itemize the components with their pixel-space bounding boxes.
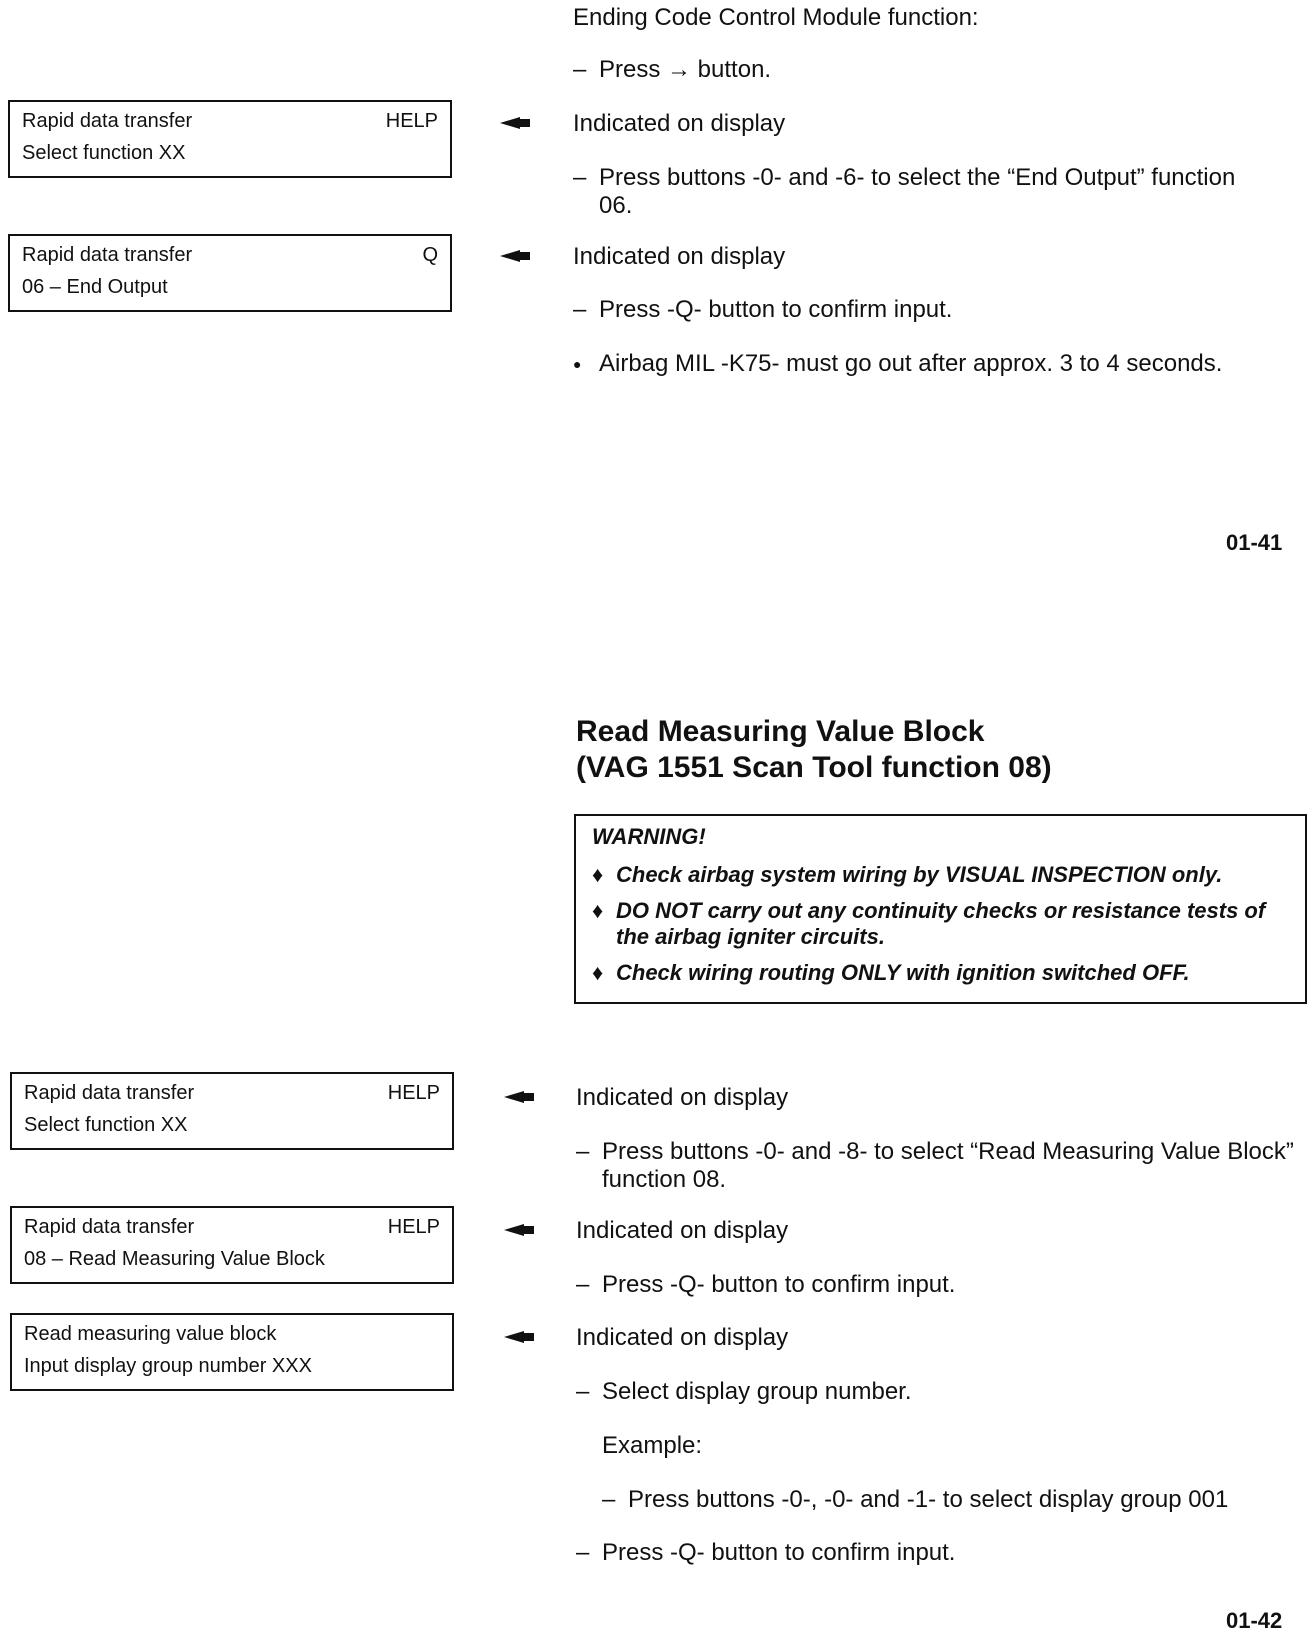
display-line2: Select function XX [24, 1114, 188, 1136]
pointer-arrow-icon [500, 249, 530, 263]
display-line1: Rapid data transfer [24, 1216, 195, 1238]
intro-text: Ending Code Control Module function: [573, 4, 979, 31]
step-text: Press buttons -0-, -0- and -1- to select display group 001 [628, 1486, 1229, 1513]
note-text: Airbag MIL -K75- must go out after approx. 3 to 4 seconds. [599, 350, 1223, 377]
pointer-arrow-icon [504, 1330, 534, 1344]
step-text: Press buttons -0- and -8- to select “Read Measuring Value Block” function 08. [602, 1138, 1294, 1193]
step-press-arrow [573, 56, 771, 84]
display-screen-p2-1 [10, 1072, 454, 1150]
display-screen-p2-3 [10, 1313, 454, 1391]
dash-marker: – [576, 1271, 590, 1298]
step-select-06 [573, 164, 1259, 220]
display-line1-right: HELP [385, 110, 438, 132]
bullet-airbag-note [573, 350, 1222, 378]
display-line1-right: HELP [387, 1216, 440, 1238]
bullet-icon: ● [573, 356, 582, 372]
display-line1-right: Q [422, 244, 438, 266]
indicated-on-display: Indicated on display [576, 1324, 789, 1351]
section-heading [576, 714, 1052, 786]
warning-title: WARNING! [592, 824, 706, 849]
warning-item: ♦ DO NOT carry out any continuity checks or resistance tests of the airbag igniter circuits. [592, 898, 1266, 949]
indicated-on-display: Indicated on display [576, 1084, 789, 1111]
step-text: Press → button. [599, 56, 772, 83]
pointer-arrow-icon [504, 1090, 534, 1104]
display-line2: 06 – End Output [22, 276, 168, 298]
step-text: Press buttons -0- and -6- to select the “End Output” function 06. [599, 164, 1236, 219]
indicated-on-display: Indicated on display [576, 1217, 789, 1244]
diamond-bullet-icon: ♦ [592, 960, 604, 985]
page-number: 01-41 [1226, 530, 1283, 555]
display-screen-p2-2 [10, 1206, 454, 1284]
dash-marker: – [576, 1378, 590, 1405]
step-confirm [573, 296, 952, 324]
step-text: Press -Q- button to confirm input. [602, 1271, 956, 1298]
display-screen-p1-1 [8, 100, 452, 178]
dash-marker: – [602, 1486, 616, 1513]
dash-marker: – [573, 296, 587, 323]
heading-line2: (VAG 1551 Scan Tool function 08) [576, 751, 1052, 784]
page-number: 01-42 [1226, 1608, 1283, 1633]
step-text: Select display group number. [602, 1378, 912, 1405]
diamond-bullet-icon: ♦ [592, 862, 604, 887]
display-screen-p1-2 [8, 234, 452, 312]
warning-item: ♦ Check wiring routing ONLY with ignition switched OFF. [592, 960, 1190, 985]
step-text: Press -Q- button to confirm input. [599, 296, 953, 323]
pointer-arrow-icon [500, 116, 530, 130]
display-line1: Read measuring value block [24, 1323, 277, 1345]
warning-box [574, 814, 1307, 1004]
display-line2: 08 – Read Measuring Value Block [24, 1248, 325, 1270]
dash-marker: – [576, 1138, 590, 1165]
step-text: Press -Q- button to confirm input. [602, 1539, 956, 1566]
indicated-on-display: Indicated on display [573, 110, 786, 137]
heading-line1: Read Measuring Value Block [576, 715, 985, 748]
step-confirm-final [576, 1539, 955, 1567]
dash-marker: – [573, 56, 587, 83]
dash-marker: – [573, 164, 587, 191]
step-confirm [576, 1271, 955, 1299]
step-example [602, 1486, 1228, 1514]
display-line1-right: HELP [387, 1082, 440, 1104]
display-line2: Select function XX [22, 142, 186, 164]
diamond-bullet-icon: ♦ [592, 898, 604, 923]
example-label: Example: [602, 1432, 703, 1459]
pointer-arrow-icon [504, 1223, 534, 1237]
display-line1: Rapid data transfer [22, 110, 193, 132]
display-line1: Rapid data transfer [22, 244, 193, 266]
indicated-on-display: Indicated on display [573, 243, 786, 270]
step-select-group [576, 1378, 912, 1406]
warning-item: ♦ Check airbag system wiring by VISUAL INSPECTION only. [592, 862, 1223, 887]
dash-marker: – [576, 1539, 590, 1566]
step-select-08 [576, 1138, 1312, 1194]
display-line1: Rapid data transfer [24, 1082, 195, 1104]
display-line2: Input display group number XXX [24, 1355, 312, 1377]
